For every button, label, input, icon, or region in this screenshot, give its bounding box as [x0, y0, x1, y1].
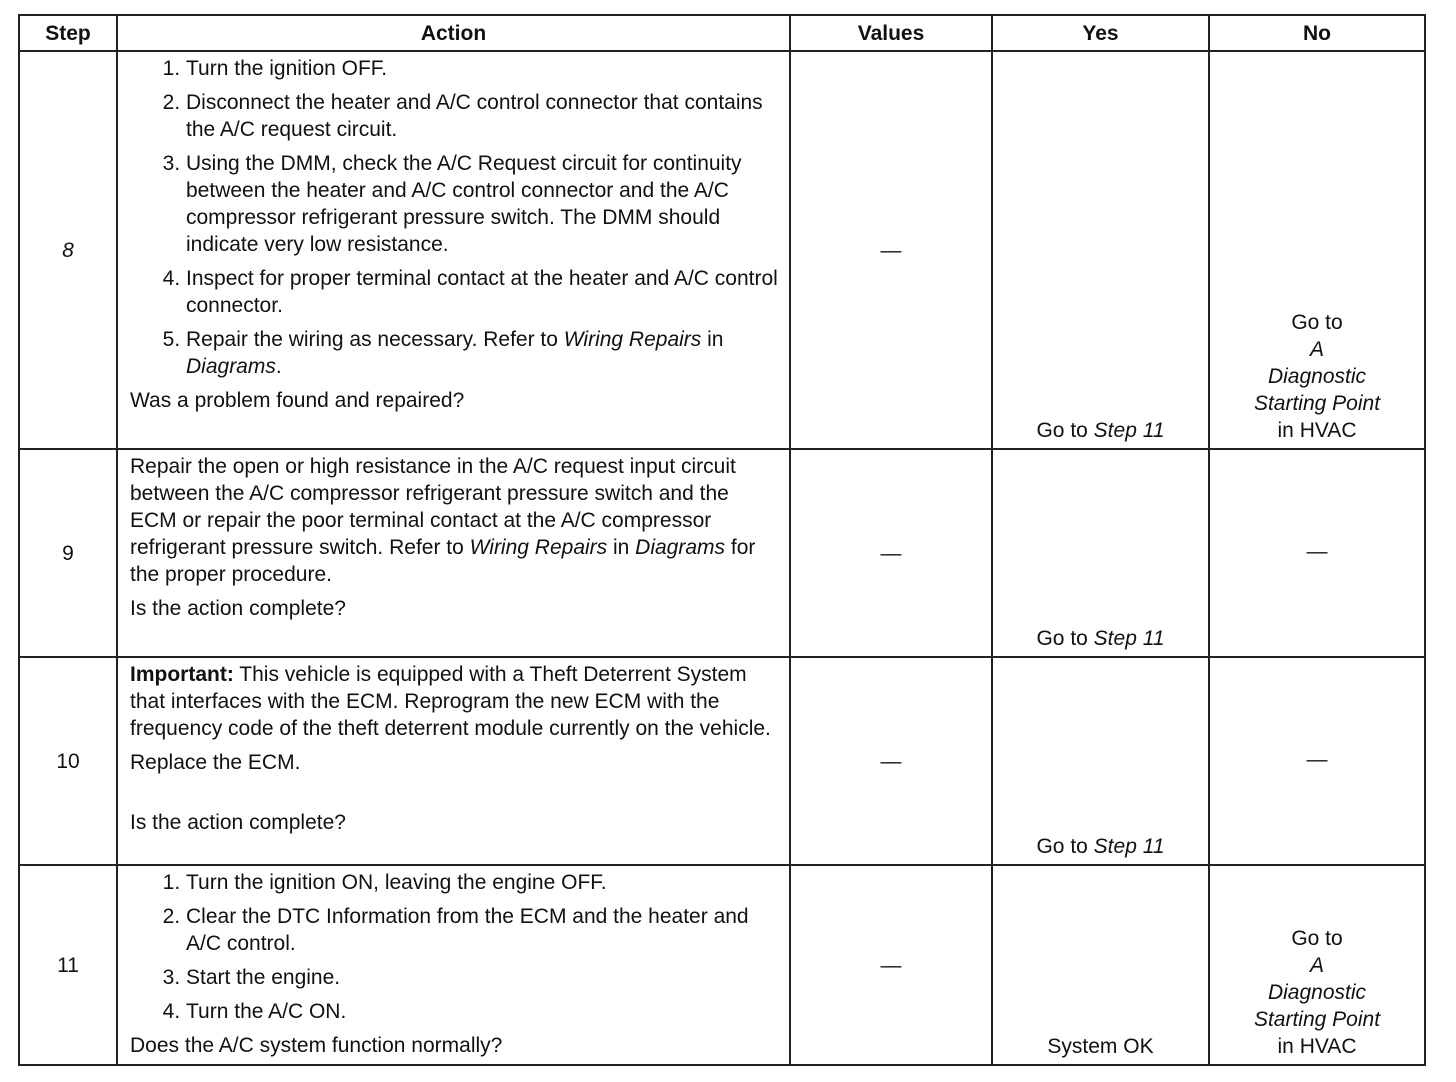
action-steps — [130, 869, 779, 1025]
no-ref-a: A — [1309, 338, 1324, 361]
yes-cell — [992, 51, 1209, 449]
action-text-mid: in — [607, 536, 636, 559]
header-yes: Yes — [992, 15, 1209, 51]
table-row-step-10 — [19, 657, 1425, 865]
step5-mid: in — [701, 328, 724, 351]
action-cell — [117, 865, 790, 1065]
wiring-repairs-ref: Wiring Repairs — [563, 328, 702, 351]
list-item: 4. Turn the A/C ON. — [186, 998, 779, 1025]
no-cell — [1209, 865, 1425, 1065]
action-text — [130, 453, 779, 588]
values-cell: — — [790, 449, 992, 657]
values-cell: — — [790, 865, 992, 1065]
step5-end: . — [275, 355, 282, 378]
no-ref-a: A — [1309, 954, 1324, 977]
yes-cell — [992, 657, 1209, 865]
yes-cell: System OK — [992, 865, 1209, 1065]
yes-step-ref: Step 11 — [1093, 835, 1165, 858]
no-cell — [1209, 51, 1425, 449]
table-row-step-9 — [19, 449, 1425, 657]
values-cell: — — [790, 51, 992, 449]
instruction-text: Replace the ECM. — [130, 751, 301, 774]
no-cell: — — [1209, 657, 1425, 865]
no-ref-starting-point: Starting Point — [1253, 1008, 1381, 1031]
list-item: 2. Clear the DTC Information from the ECM and the heater and A/C control. — [186, 903, 779, 957]
yes-prefix: Go to — [1036, 835, 1094, 858]
question-text: Does the A/C system function normally? — [130, 1034, 503, 1057]
action-text-end: for the proper procedure. — [130, 536, 756, 586]
action-steps — [130, 55, 779, 380]
yes-cell — [992, 449, 1209, 657]
question-text: Is the action complete? — [130, 597, 346, 620]
step-number: 9 — [19, 449, 117, 657]
no-post: in HVAC — [1277, 1035, 1357, 1058]
list-item: 1. Turn the ignition ON, leaving the engine OFF. — [186, 869, 779, 896]
diagrams-ref: Diagrams — [186, 355, 276, 378]
action-cell — [117, 449, 790, 657]
header-action: Action — [117, 15, 790, 51]
yes-prefix: Go to — [1036, 419, 1094, 442]
question-text: Was a problem found and repaired? — [130, 389, 465, 412]
action-cell — [117, 51, 790, 449]
important-text: This vehicle is equipped with a Theft Deterrent System that interfaces with the ECM. Reprogram the new ECM with the frequency code of the theft deterrent module currently on the vehicle. — [130, 663, 771, 740]
list-item: 1. Turn the ignition OFF. — [186, 55, 779, 82]
step-number: 10 — [19, 657, 117, 865]
important-note — [130, 661, 779, 742]
no-ref-diagnostic: Diagnostic — [1267, 365, 1367, 388]
header-step: Step — [19, 15, 117, 51]
header-row — [19, 15, 1425, 51]
table-row-step-11 — [19, 865, 1425, 1065]
yes-step-ref: Step 11 — [1093, 627, 1165, 650]
table-row-step-8 — [19, 51, 1425, 449]
list-item: 3. Using the DMM, check the A/C Request circuit for continuity between the heater and A/C control connector and the A/C compressor refrigerant pressure switch. The DMM should indicate very low resistance. — [186, 150, 779, 258]
diagnostic-table — [18, 14, 1426, 1066]
header-values: Values — [790, 15, 992, 51]
list-item: 4. Inspect for proper terminal contact at the heater and A/C control connector. — [186, 265, 779, 319]
no-ref-starting-point: Starting Point — [1253, 392, 1381, 415]
header-no: No — [1209, 15, 1425, 51]
list-item: 3. Start the engine. — [186, 964, 779, 991]
wiring-repairs-ref: Wiring Repairs — [469, 536, 608, 559]
important-label: Important: — [130, 663, 234, 686]
question-text: Is the action complete? — [130, 811, 346, 834]
list-item: 2. Disconnect the heater and A/C control connector that contains the A/C request circuit. — [186, 89, 779, 143]
action-text-main: Repair the open or high resistance in the A/C request input circuit between the A/C compressor refrigerant pressure switch and the ECM or repair the poor terminal contact at the A/C compressor refrigerant pressure switch. Refer to — [130, 455, 736, 559]
diagrams-ref: Diagrams — [635, 536, 726, 559]
no-prefix: Go to — [1291, 311, 1343, 334]
step-number: 8 — [19, 51, 117, 449]
step-number: 11 — [19, 865, 117, 1065]
values-cell: — — [790, 657, 992, 865]
no-prefix: Go to — [1291, 927, 1343, 950]
no-post: in HVAC — [1277, 419, 1357, 442]
yes-prefix: Go to — [1036, 627, 1094, 650]
no-ref-diagnostic: Diagnostic — [1267, 981, 1367, 1004]
list-item — [186, 326, 779, 380]
no-cell: — — [1209, 449, 1425, 657]
yes-step-ref: Step 11 — [1093, 419, 1165, 442]
action-cell — [117, 657, 790, 865]
step5-text: Repair the wiring as necessary. Refer to — [186, 328, 564, 351]
